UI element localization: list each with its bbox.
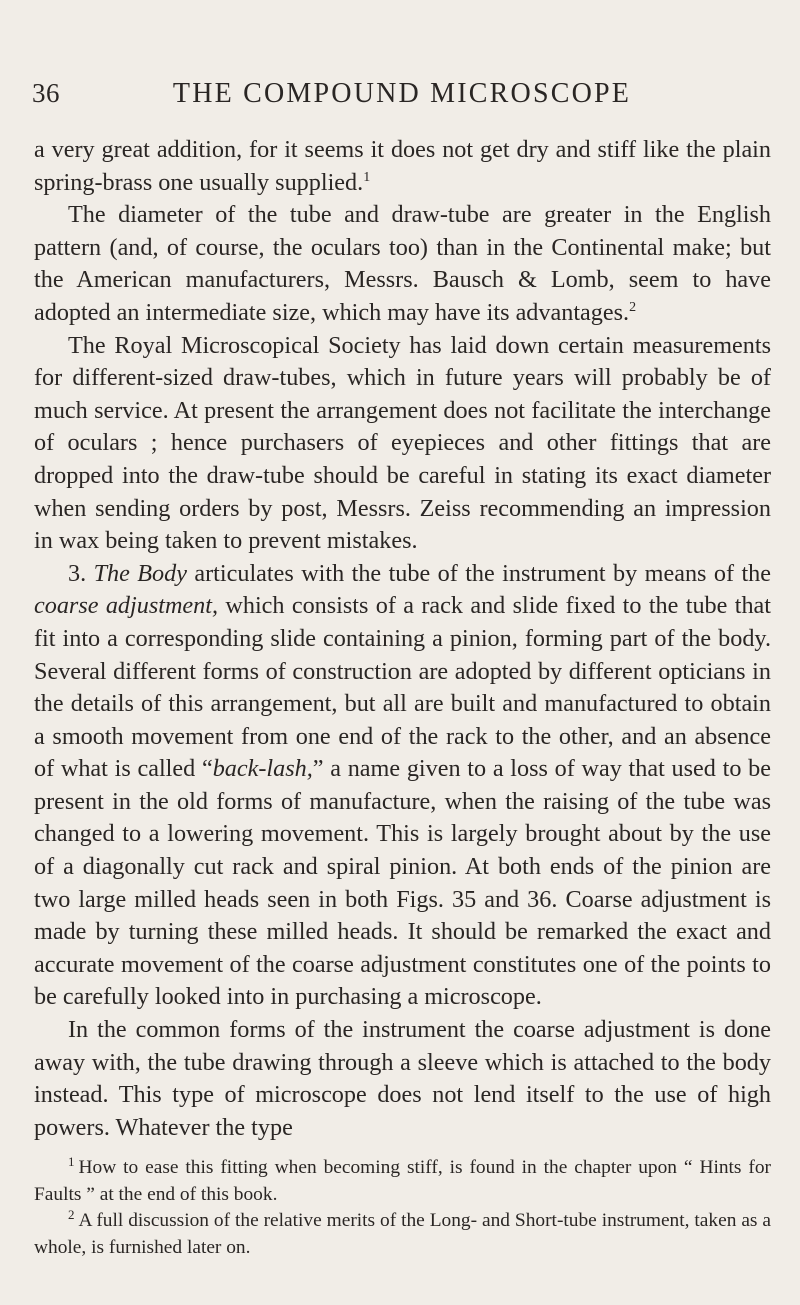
paragraph-5: In the common forms of the instrument the coarse adjustment is done away with, the tube drawing through a sleeve which is attached to the body instead. This type of microscope does not lend itself to the use of high powers. Whatever the type (34, 1016, 771, 1141)
page-header (32, 78, 772, 118)
paragraph-4-text-b: articulates with the tube of the instrument by means of the (186, 559, 771, 587)
footnote-2 (34, 1208, 771, 1261)
paragraph-4-text-d: which consists of a rack and slide fixed to the tube that fit into a corresponding slide containing a pinion, forming part of the body. Several different forms of construction are adopted by different opticians in the details of this arrangement, but all are built and manufactured to obtain a smooth movement from one end of the rack to the other, and an absence of what is called “ (34, 592, 771, 783)
body-text (34, 134, 771, 1144)
footnote-mark-1: 1 (68, 1153, 75, 1169)
paragraph-2-text: The diameter of the tube and draw-tube are greater in the English pattern (and, of course, the oculars too) than in the Continental make; but the American manufacturers, Messrs. Bausch & Lomb, seem to have adopted an intermediate size, which may have its advantages. (34, 201, 771, 326)
running-head: THE COMPOUND MICROSCOPE (172, 78, 632, 109)
footnotes (34, 1155, 771, 1261)
footnote-1 (34, 1155, 771, 1208)
paragraph-4 (34, 558, 771, 1014)
term-coarse-adjustment: coarse adjustment, (34, 592, 219, 620)
term-back-lash: back-lash, (212, 755, 313, 783)
paragraph-1-text: a very great addition, for it seems it does not get dry and stiff like the plain spring-brass one usually supplied. (34, 136, 771, 196)
page-number: 36 (32, 78, 60, 108)
footnote-mark-2: 2 (68, 1206, 75, 1222)
section-number: 3. (68, 559, 94, 587)
paragraph-4-text-f: ” a name given to a loss of way that used to be present in the old forms of manufacture, when the raising of the tube was changed to a lowering movement. This is largely brought about by the use of a diagonally cut rack and spiral pinion. At both ends of the pinion are two large milled heads seen in both Figs. 35 and 36. Coarse adjustment is made by turning these milled heads. It should be remarked the exact and accurate movement of the coarse adjustment constitutes one of the points to be carefully looked into in purchasing a microscope. (34, 755, 771, 1011)
section-title-the-body: The Body (93, 559, 187, 587)
footnote-ref-1: 1 (363, 169, 371, 185)
paragraph-1 (34, 134, 771, 199)
footnote-ref-2: 2 (629, 299, 637, 315)
footnote-text-1: How to ease this fitting when becoming stiff, is found in the chapter upon “ Hints for Faults ” at the end of this book. (34, 1157, 771, 1205)
paragraph-3: The Royal Microscopical Society has laid down certain measurements for different-sized draw-tubes, which in future years will probably be of much service. At present the arrangement does not facilitate the interchange of oculars ; hence purchasers of eyepieces and other fittings that are dropped into the draw-tube should be careful in stating its exact diameter when sending orders by post, Messrs. Zeiss recommending an impression in wax being taken to prevent mistakes. (34, 331, 771, 555)
paragraph-2 (34, 199, 771, 329)
footnote-text-2: A full discussion of the relative merits of the Long- and Short-tube instrument, taken as a whole, is furnished later on. (34, 1210, 771, 1258)
